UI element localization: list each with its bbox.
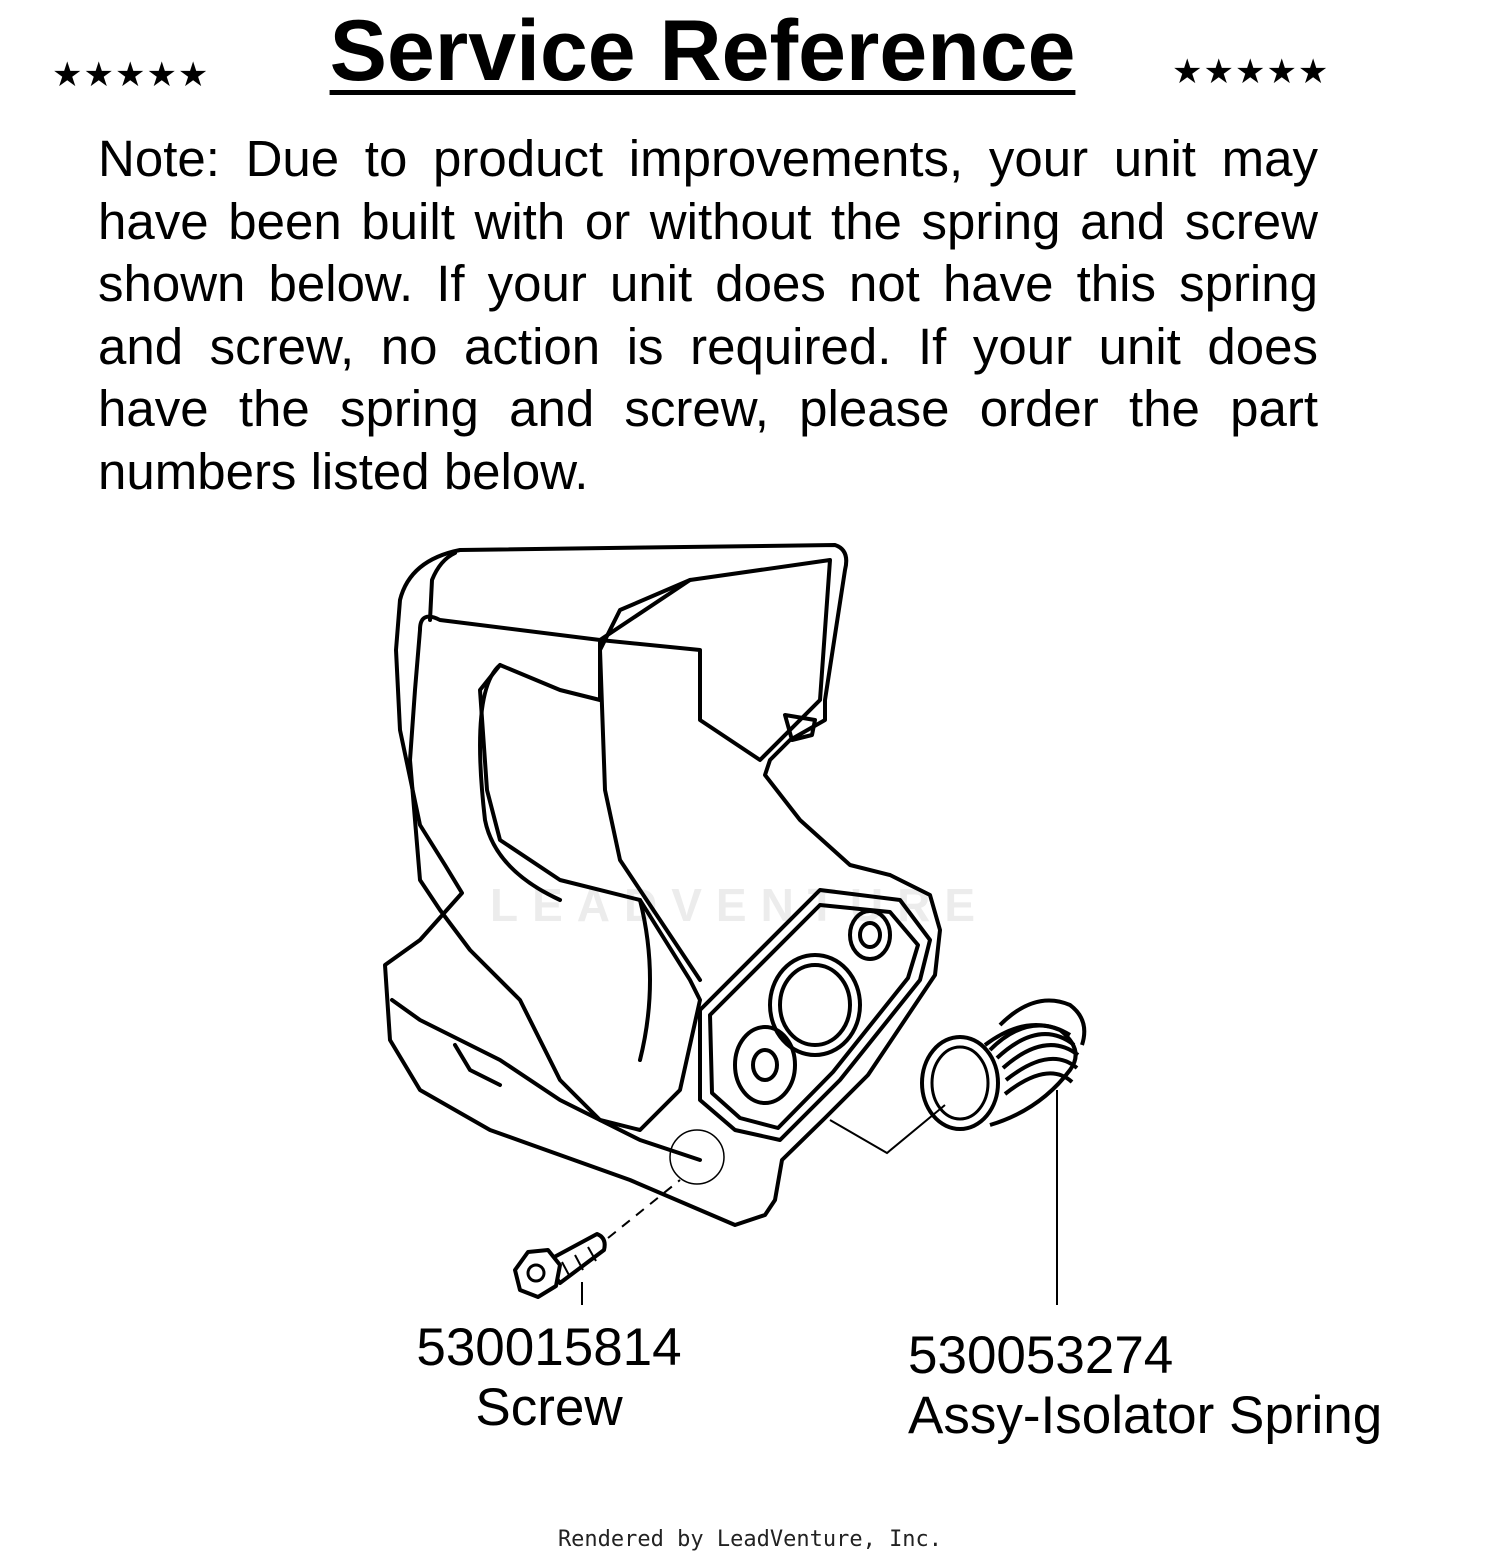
spring-part-number: 530053274 (908, 1326, 1174, 1385)
mount-plate-inner (710, 905, 918, 1128)
footer-credit: Rendered by LeadVenture, Inc. (557, 1527, 943, 1552)
spring-part-name: Assy-Isolator Spring (908, 1386, 1383, 1445)
spring-part (922, 1001, 1084, 1130)
stars-right: ★★★★★ (1172, 52, 1330, 92)
screw-part (515, 1234, 605, 1297)
screw-part-number: 530015814 (416, 1318, 682, 1377)
screw-part-name: Screw (475, 1378, 623, 1437)
service-note: Note: Due to product improvements, your unit may have been built with or without the spring and screw shown below. If your unit does not have this spring and screw, no action is required. If your unit does have the spring and screw, please order the part numbers listed below. (98, 130, 1318, 500)
upper-screw-hole-inner (860, 923, 880, 947)
page-title: Service Reference (329, 3, 1076, 99)
spring-leader-plate (830, 1105, 945, 1153)
grip-inner-curve (480, 665, 560, 900)
upper-screw-hole (850, 911, 890, 959)
handle-front-face (600, 560, 830, 760)
lower-screw-hole (735, 1027, 795, 1103)
base-edge (392, 1000, 700, 1160)
center-mount-hole-inner (780, 965, 850, 1045)
lower-screw-hole-inner (753, 1050, 777, 1080)
spring-label (908, 1326, 1382, 1446)
grip-lower-curve (640, 900, 650, 1060)
center-mount-hole (770, 955, 860, 1055)
mount-plate (700, 890, 930, 1140)
screw-alignment-line (608, 1180, 680, 1238)
base-slot (455, 1045, 500, 1085)
handle-top-ridge (430, 553, 455, 620)
screw-label (404, 1318, 694, 1438)
screw-head (515, 1250, 560, 1297)
watermark-text: LEADVENTURE (490, 879, 990, 931)
grip-opening (410, 617, 700, 1130)
stars-left: ★★★★★ (52, 55, 210, 95)
